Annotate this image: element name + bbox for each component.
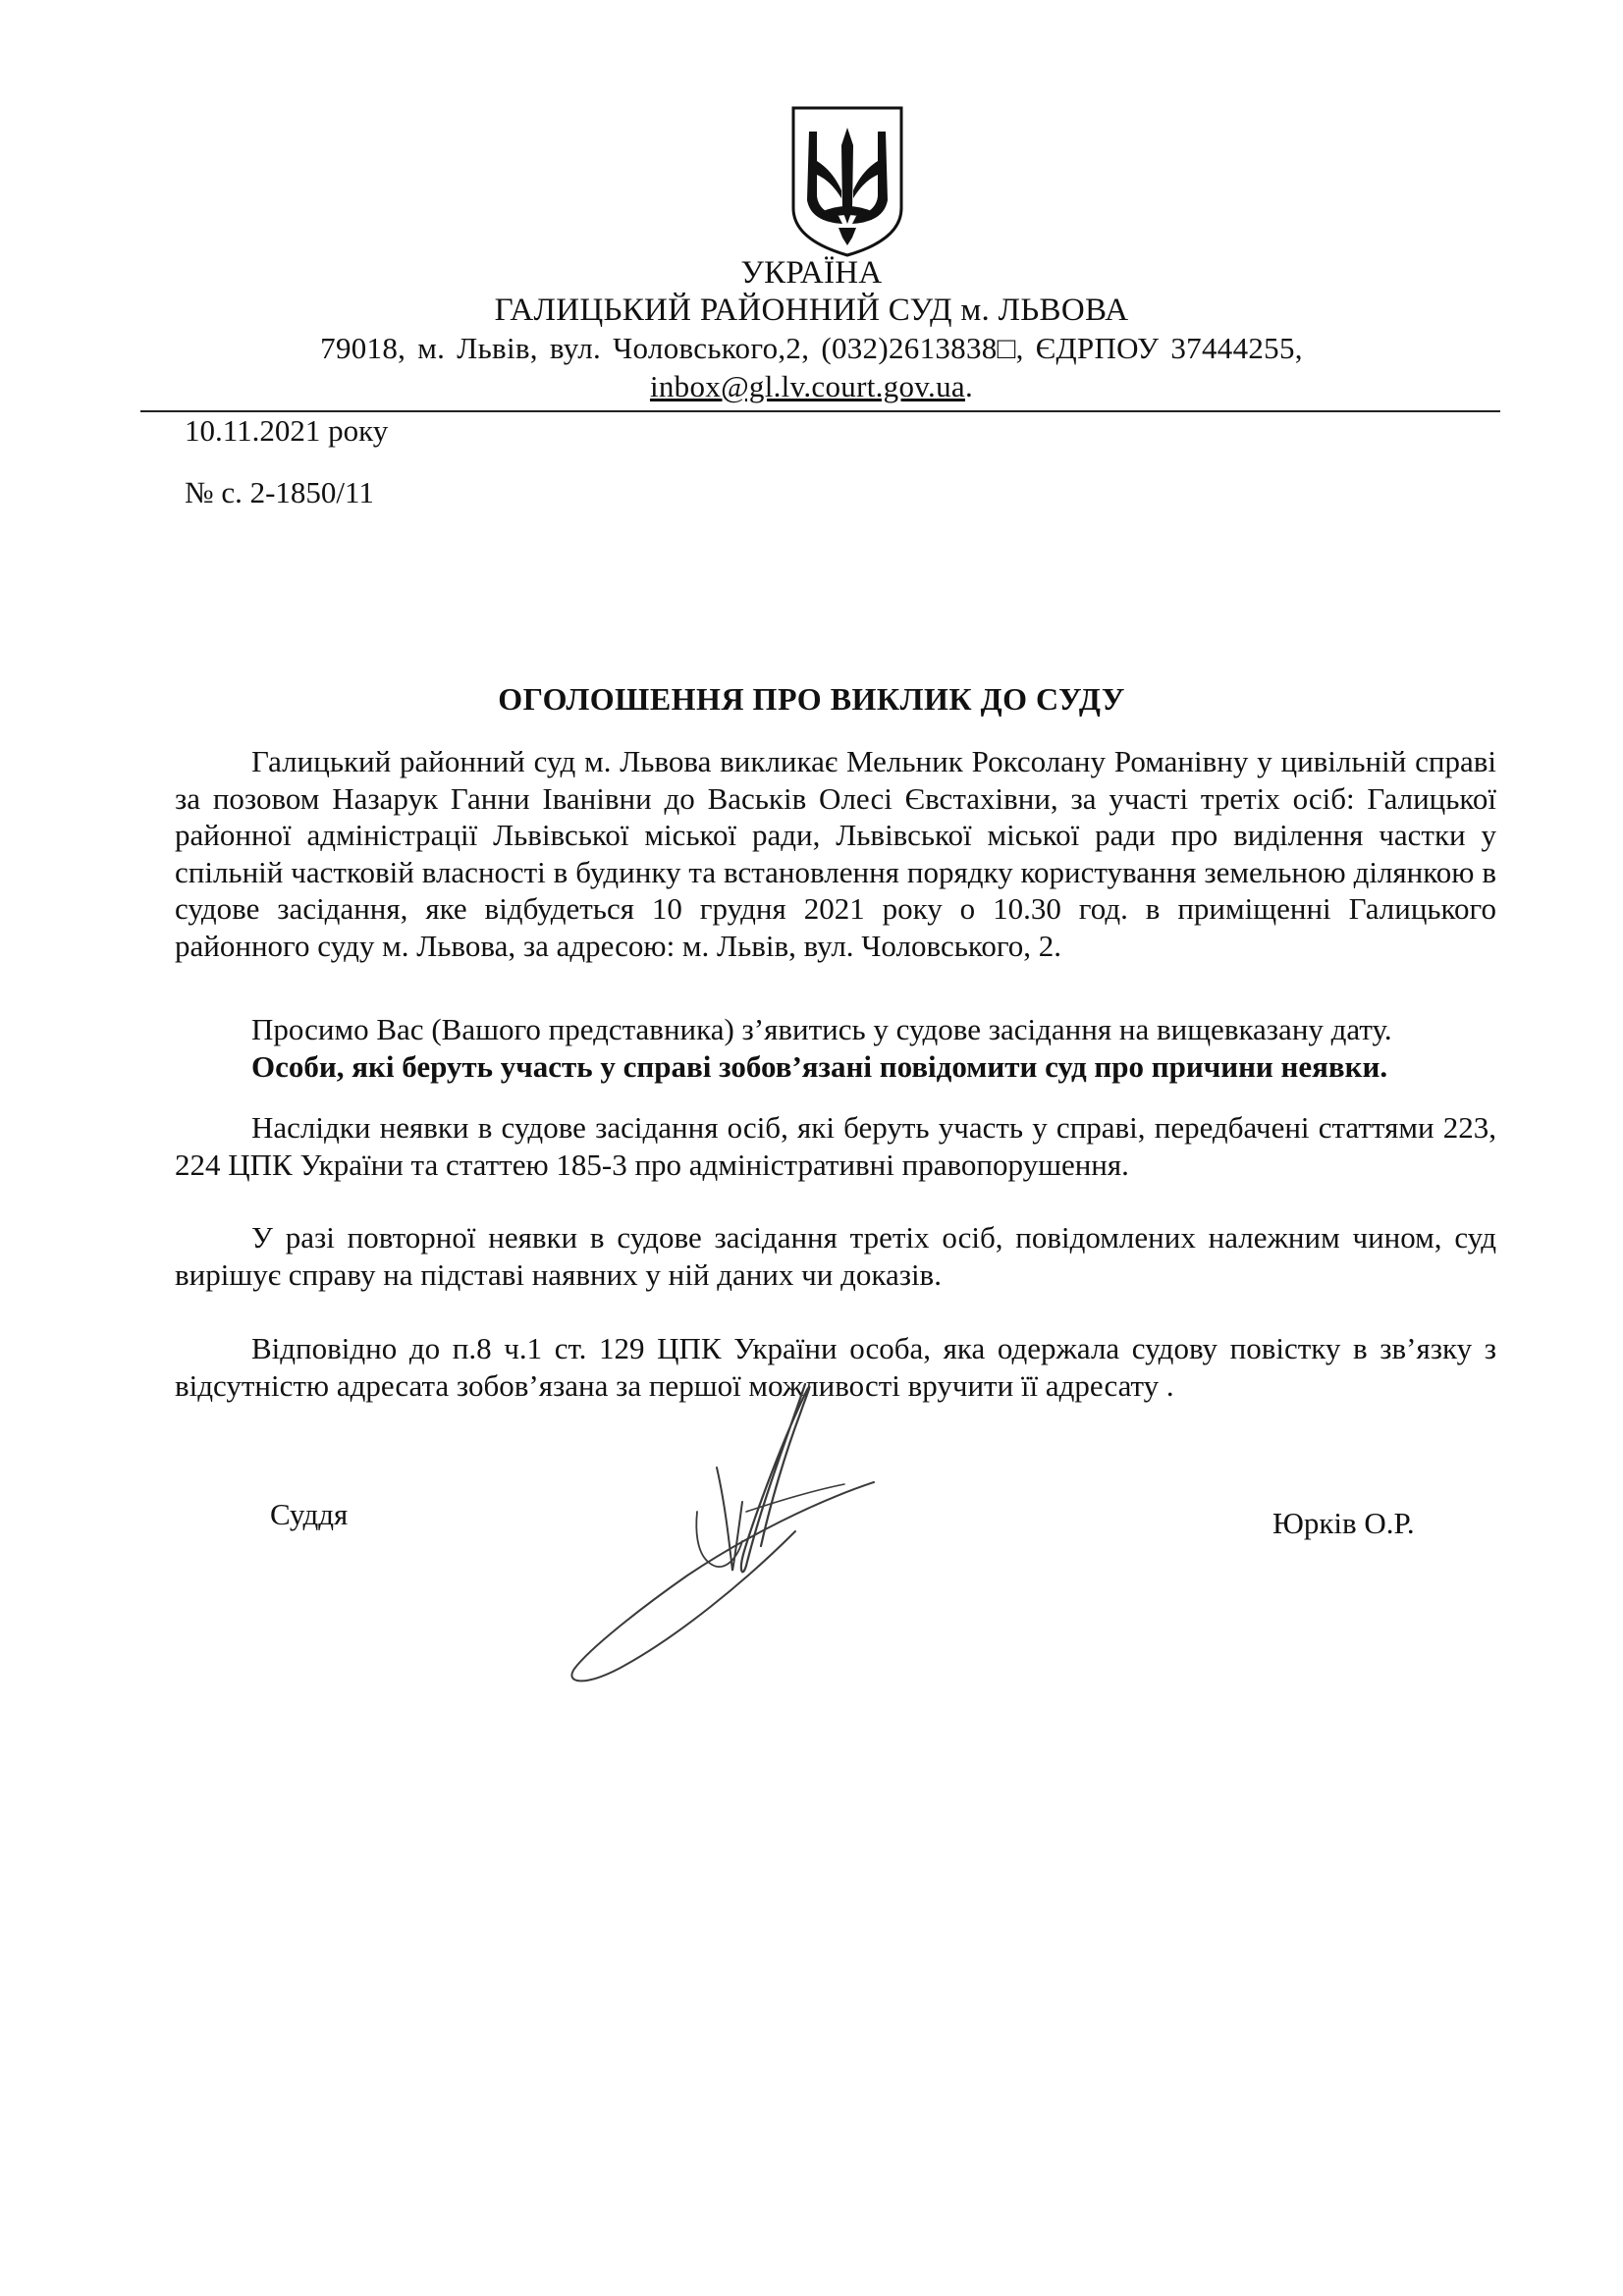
body-paragraph-4 (175, 1109, 1496, 1183)
body-paragraph-3-bold (175, 1048, 1496, 1086)
paragraph-text: Особи, які беруть участь у справі зобов’язані повідомити суд про причини неявки. (251, 1049, 1388, 1084)
document-date: 10.11.2021 року (185, 413, 389, 448)
document-title: ОГОЛОШЕННЯ ПРО ВИКЛИК ДО СУДУ (498, 681, 1125, 717)
paragraph-text: Відповідно до п.8 ч.1 ст. 129 ЦПК України особа, яка одержала судову повістку в зв’язку з відсутністю адресата зобов’язана за першої можливості вручити її адресату . (175, 1331, 1496, 1403)
header-email-suffix: . (964, 369, 974, 403)
header-address: 79018, м. Львів, вул. Чоловського,2, (032)2613838□, ЄДРПОУ 37444255, (320, 331, 1303, 365)
header-email-link[interactable]: inbox@gl.lv.court.gov.ua (649, 369, 965, 403)
header-country: УКРАЇНА (740, 255, 883, 291)
body-paragraph-2 (175, 1011, 1496, 1048)
header-email-line (0, 367, 1623, 406)
handwritten-signature-icon (550, 1374, 903, 1708)
paragraph-text: Наслідки неявки в судове засідання осіб, які беруть участь у справі, передбачені статтями 223, 224 ЦПК України та статтею 185-3 про адміністративні правопорушення. (175, 1110, 1496, 1182)
judge-label: Суддя (270, 1497, 349, 1531)
paragraph-text: Галицький районний суд м. Львова викликає Мельник Роксолану Романівну у цивільній справі за позовом Назарук Ганни Іванівни до Васьків Олесі Євстахівни, за участі третіх осіб: Галицької районної адміністрації Львівської міської ради, Львівської міської ради про виділення частки у спільній частковій власності в будинку та встановлення порядку користування земельною ділянкою в судове засідання, яке відбудеться 10 грудня 2021 року о 10.30 год. в приміщенні Галицького районного суду м. Львова, за адресою: м. Львів, вул. Чоловського, 2. (175, 744, 1496, 963)
body-paragraph-5 (175, 1219, 1496, 1293)
header-court-name: ГАЛИЦЬКИЙ РАЙОННИЙ СУД м. ЛЬВОВА (494, 293, 1129, 328)
paragraph-text: Просимо Вас (Вашого представника) з’явитись у судове засідання на вищевказану дату. (251, 1012, 1392, 1046)
body-paragraph-1 (175, 743, 1496, 964)
case-number: № с. 2-1850/11 (185, 475, 374, 509)
paragraph-text: У разі повторної неявки в судове засідання третіх осіб, повідомлених належним чином, суд вирішує справу на підставі наявних у ній даних чи доказів. (175, 1220, 1496, 1292)
judge-name: Юрків О.Р. (1272, 1506, 1415, 1540)
ukraine-trident-icon (787, 102, 907, 259)
